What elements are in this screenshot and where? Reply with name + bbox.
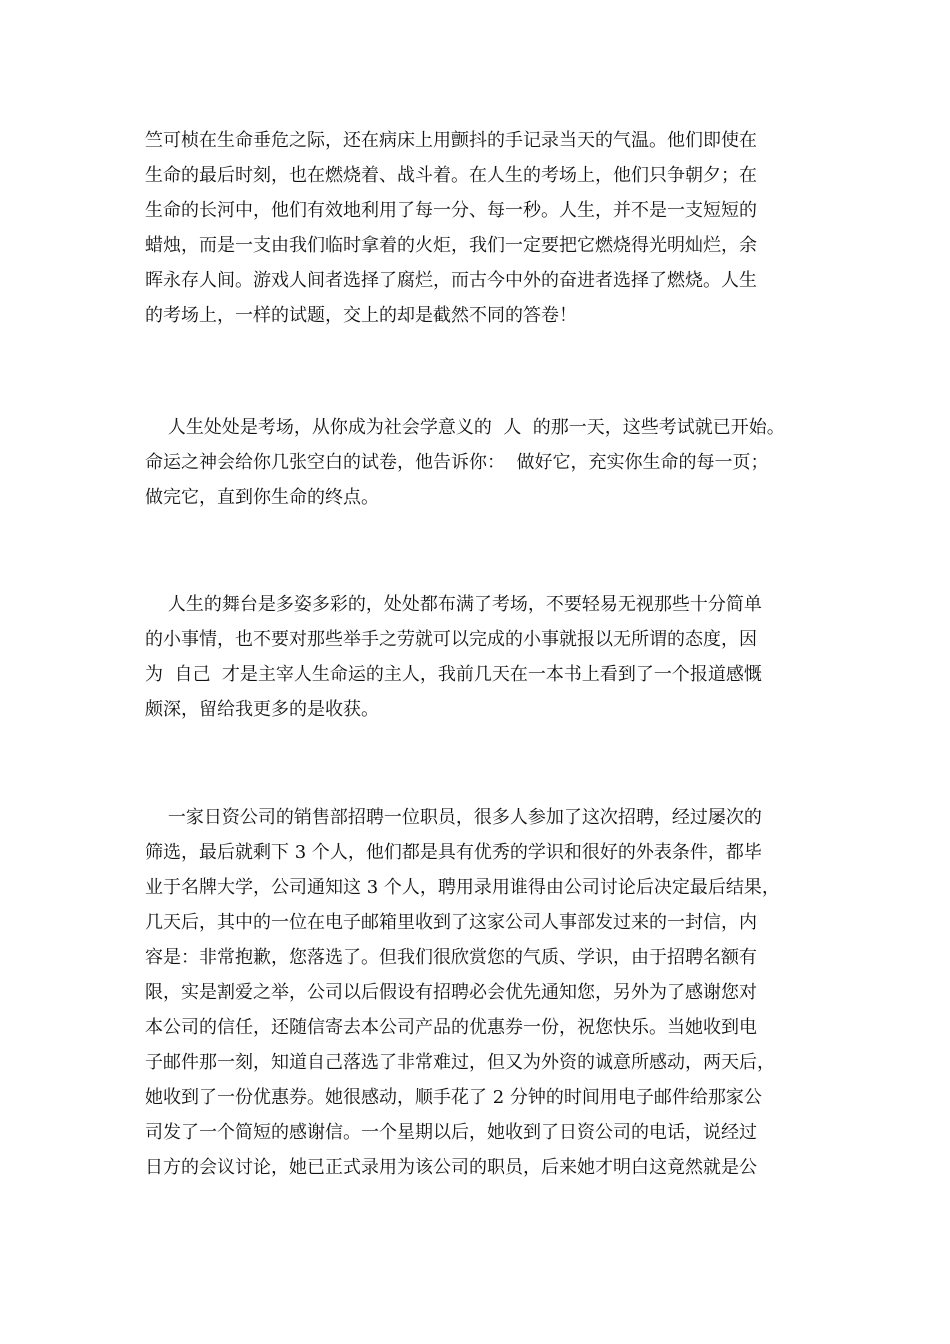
text-line: 生命的最后时刻，也在燃烧着、战斗着。在人生的考场上，他们只争朝夕；在 — [145, 165, 757, 186]
paragraph-1 — [145, 123, 825, 333]
text-line: 的小事情，也不要对那些举手之劳就可以完成的小事就报以无所谓的态度，因 — [145, 629, 757, 650]
text-line: 容是：非常抱歉，您落选了。但我们很欣赏您的气质、学识，由于招聘名额有 — [145, 947, 757, 968]
text-line: 命运之神会给你几张空白的试卷，他告诉你： 做好它，充实你生命的每一页； — [145, 452, 769, 473]
text-line: 日方的会议讨论，她已正式录用为该公司的职员，后来她才明白这竟然就是公 — [145, 1157, 757, 1178]
text-line: 司发了一个简短的感谢信。一个星期以后，她收到了日资公司的电话，说经过 — [145, 1122, 757, 1143]
text-line: 筛选，最后就剩下 3 个人，他们都是具有优秀的学识和很好的外表条件，都毕 — [145, 842, 762, 863]
text-line: 业于名牌大学，公司通知这 3 个人，聘用录用谁得由公司讨论后决定最后结果， — [145, 877, 780, 898]
text-line: 本公司的信任，还随信寄去本公司产品的优惠券一份，祝您快乐。当她收到电 — [145, 1017, 757, 1038]
text-line: 晖永存人间。游戏人间者选择了腐烂，而古今中外的奋进者选择了燃烧。人生 — [145, 270, 757, 291]
paragraph-2 — [145, 410, 825, 515]
text-line: 的考场上，一样的试题，交上的却是截然不同的答卷！ — [145, 305, 577, 326]
text-line: 竺可桢在生命垂危之际，还在病床上用颤抖的手记录当天的气温。他们即使在 — [145, 130, 757, 151]
paragraph-3 — [145, 587, 825, 727]
text-line: 几天后，其中的一位在电子邮箱里收到了这家公司人事部发过来的一封信，内 — [145, 912, 757, 933]
text-line: 一家日资公司的销售部招聘一位职员，很多人参加了这次招聘，经过屡次的 — [145, 807, 762, 828]
text-line: 子邮件那一刻，知道自己落选了非常难过，但又为外资的诚意所感动，两天后， — [145, 1052, 775, 1073]
text-line: 颇深，留给我更多的是收获。 — [145, 699, 379, 720]
text-line: 蜡烛，而是一支由我们临时拿着的火炬，我们一定要把它燃烧得光明灿烂，余 — [145, 235, 757, 256]
text-line: 限，实是割爱之举，公司以后假设有招聘必会优先通知您，另外为了感谢您对 — [145, 982, 757, 1003]
paragraph-4 — [145, 800, 825, 1185]
text-line: 人生处处是考场，从你成为社会学意义的 人 的那一天，这些考试就已开始。 — [145, 417, 785, 438]
text-line: 为 自己 才是主宰人生命运的主人，我前几天在一本书上看到了一个报道感慨 — [145, 664, 762, 685]
text-line: 生命的长河中，他们有效地利用了每一分、每一秒。人生，并不是一支短短的 — [145, 200, 757, 221]
text-line: 做完它，直到你生命的终点。 — [145, 487, 379, 508]
text-line: 她收到了一份优惠券。她很感动，顺手花了 2 分钟的时间用电子邮件给那家公 — [145, 1087, 762, 1108]
text-line: 人生的舞台是多姿多彩的，处处都布满了考场，不要轻易无视那些十分简单 — [145, 594, 762, 615]
